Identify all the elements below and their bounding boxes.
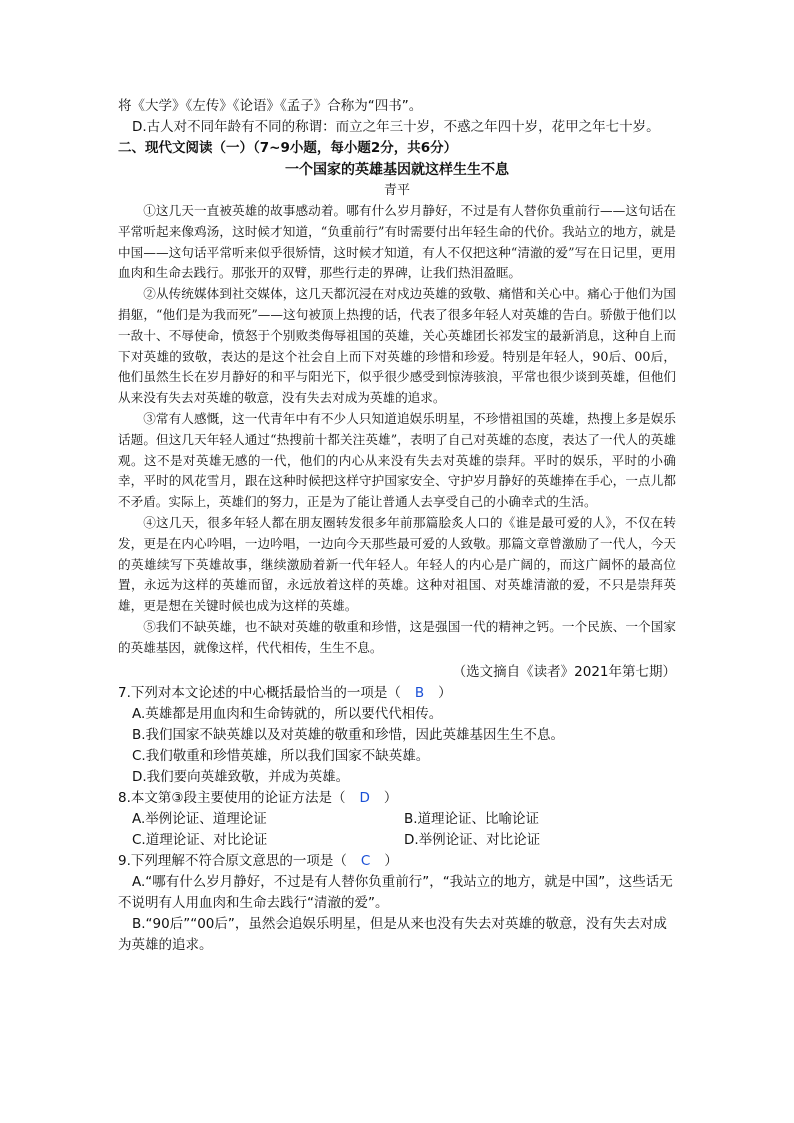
question-stem: [118, 788, 676, 809]
option-b: B.道理论证、比喻论证: [404, 810, 540, 827]
paragraph-3: ③常有人感慨，这一代青年中有不少人只知道追娱乐明星，不珍惜祖国的英雄，热搜上多是娱乐话题。但这几天年轻人通过“热搜前十都关注英雄”，表明了自己对英雄的态度，表达了一代人的英雄观。这不是对英雄无感的一代，他们的内心从来没有失去对英雄的崇拜。平时的娱乐，平时的小确幸，平时的风花雪月，跟在这种时候把这样守护国家安全、守护岁月静好的英雄捧在手心，一点儿都不矛盾。实际上，英雄们的努力，正是为了能让普通人去享受自己的小确幸式的生活。: [118, 410, 676, 510]
option-d: D.举例论证、对比论证: [404, 831, 541, 848]
question-stem-text: 8.本文第③段主要使用的论证方法是（: [118, 789, 346, 806]
answer-mark: C: [360, 852, 371, 869]
intro-line-1: 将《大学》《左传》《论语》《孟子》合称为“四书”。: [118, 98, 423, 114]
answer-mark: B: [414, 684, 425, 701]
question-stem-text: 9.下列理解不符合原文意思的一项是（: [118, 852, 347, 869]
option-d-line: D.古人对不同年龄有不同的称谓：而立之年三十岁，不惑之年四十岁，花甲之年七十岁。: [132, 119, 660, 135]
option-b: B.我们国家不缺英雄以及对英雄的敬重和珍惜，因此英雄基因生生不息。: [132, 726, 565, 743]
option-c: C.道理论证、对比论证: [132, 831, 268, 848]
paragraph-2: ②从传统媒体到社交媒体，这几天都沉浸在对戍边英雄的致敬、痛惜和关心中。痛心于他们为国捐躯，“他们是为我而死”——这句被顶上热搜的话，代表了很多年轻人对英雄的告白。骄傲于他们以一敌十、不辱使命，愤怒于个别败类侮辱祖国的英雄，关心英雄团长祁发宝的最新消息，这种自上而下对英雄的致敬，表达的是这个社会自上而下对英雄的珍惜和珍爱。特别是年轻人，90后、00后，他们虽然生长在岁月静好的和平与阳光下，似乎很少感受到惊涛骇浪，平常也很少谈到英雄，但他们从来没有失去对英雄的敬意，没有失去对成为英雄的追求。: [118, 286, 676, 406]
option-b: B.“90后”“00后”，虽然会追娱乐明星，但是从来也没有失去对英雄的敬意，没有失去对成为英雄的追求。: [118, 915, 667, 953]
section-heading: 二、现代文阅读（一）（7~9小题，每小题2分，共6分）: [118, 140, 458, 156]
options-row-2: [118, 830, 676, 851]
article-body: [118, 201, 676, 659]
exam-page: [118, 96, 676, 956]
article-author: 青平: [383, 183, 410, 198]
options-row-1: [118, 809, 676, 830]
paragraph-5: ⑤我们不缺英雄，也不缺对英雄的敬重和珍惜，这是强国一代的精神之钙。一个民族、一个国家的英雄基因，就像这样，代代相传，生生不息。: [118, 618, 676, 655]
paragraph-4: ④这几天，很多年轻人都在朋友圈转发很多年前那篇脍炙人口的《谁是最可爱的人》，不仅在转发，更是在内心吟唱，一边吟唱，一边向今天那些最可爱的人致敬。那篇文章曾激励了一代人，今天的英雄续写下英雄故事，继续激励着新一代年轻人。年轻人的内心是广阔的，而这广阔怀的最高位置，永远为这样的英雄而留，永远放着这样的英雄。这种对祖国、对英雄清澈的爱，不只是崇拜英雄，更是想在关键时候也成为这样的英雄。: [118, 514, 676, 614]
answer-mark: D: [359, 789, 370, 806]
question-stem: [118, 683, 676, 704]
question-stem-close: ）: [384, 852, 398, 869]
question-stem-close: ）: [438, 684, 452, 701]
paragraph-1: ①这几天一直被英雄的故事感动着。哪有什么岁月静好，不过是有人替你负重前行——这句话在平常听起来像鸡汤，这时候才知道，“负重前行”有时需要付出年轻生命的代价。我站立的地方，就是中国——这句话平常听来似乎很矫情，这时候才知道，有人不仅把这种“清澈的爱”写在日记里，更用血肉和生命去践行。那张开的双臂，那些行走的界碑，让我们热泪盈眶。: [118, 203, 676, 281]
article-source: （选文摘自《读者》2021年第七期）: [452, 663, 676, 680]
question-7: [118, 683, 676, 788]
question-8: [118, 788, 676, 851]
question-9: [118, 851, 676, 956]
option-a: A.举例论证、道理论证: [132, 810, 267, 827]
option-d: D.我们要向英雄致敬，并成为英雄。: [132, 768, 350, 785]
article-title: 一个国家的英雄基因就这样生生不息: [285, 162, 509, 178]
question-stem-close: ）: [383, 789, 398, 806]
option-c: C.我们敬重和珍惜英雄，所以我们国家不缺英雄。: [132, 747, 430, 764]
option-a: A.英雄都是用血肉和生命铸就的，所以要代代相传。: [132, 705, 443, 722]
question-stem-text: 7.下列对本文论述的中心概括最恰当的一项是（: [118, 684, 401, 701]
option-a: A.“哪有什么岁月静好，不过是有人替你负重前行”，“我站立的地方，就是中国”，这些话无不说明有人用血肉和生命去践行“清澈的爱”。: [118, 873, 673, 911]
question-stem: [118, 851, 676, 872]
